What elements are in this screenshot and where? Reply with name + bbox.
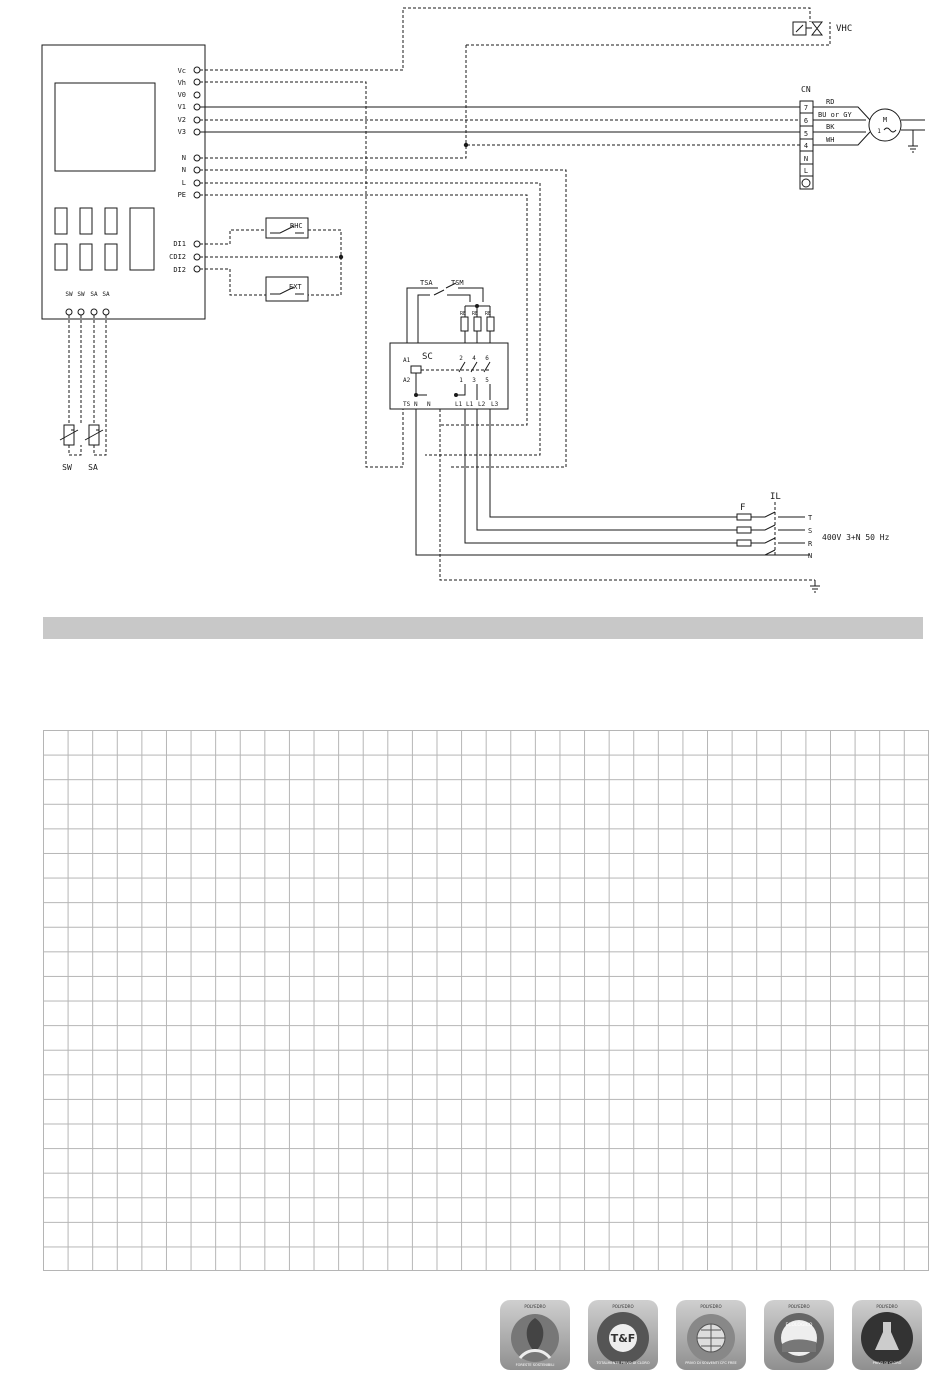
controller-button	[55, 244, 67, 270]
sc-terminal-label: N	[414, 401, 418, 408]
logo-brand: POLYEDRO	[876, 1304, 898, 1309]
terminal-label: N	[181, 166, 186, 174]
vhc-label: VHC	[836, 24, 853, 34]
sensor-sa-label: SA	[88, 463, 98, 472]
sc-pole-label: 4	[472, 355, 476, 362]
logo-text: PRIVO DI SOLVENTI CFC FREE	[685, 1361, 737, 1365]
terminal-label: CDI2	[169, 253, 186, 261]
fuse	[737, 514, 751, 520]
controller-button	[105, 208, 117, 234]
re-label: RE	[484, 311, 492, 317]
sensor-terminal-label: SW	[65, 291, 73, 298]
terminal-label: V0	[177, 91, 186, 99]
terminal-label: V1	[177, 103, 186, 111]
sc-pole-label: 6	[485, 355, 489, 362]
controller-button	[80, 244, 92, 270]
logo-text: TOTALMENTE PRIVO DI CLORO	[596, 1361, 650, 1365]
re-label: RE	[459, 311, 467, 317]
sc-pole-label: 2	[459, 355, 463, 362]
sc-label: SC	[422, 352, 433, 362]
wiring-diagram	[0, 0, 950, 600]
section-bar	[43, 617, 923, 639]
a2-label: A2	[403, 377, 411, 384]
heater-element	[487, 317, 494, 331]
terminal-label: PE	[177, 191, 186, 199]
logo-tcf	[588, 1300, 658, 1370]
svg-text:T&F: T&F	[610, 1332, 636, 1345]
controller-knob-panel	[130, 208, 154, 270]
fuse	[737, 527, 751, 533]
logo-brand: POLYEDRO	[788, 1304, 810, 1309]
landscape-icon	[764, 1300, 834, 1370]
supply-line-label: T	[808, 514, 813, 522]
logo-sustainable-forests	[500, 1300, 570, 1370]
terminal-label: V3	[177, 128, 186, 136]
notes-grid	[43, 730, 929, 1271]
logo-text: ECOLOGICO	[785, 1323, 813, 1328]
flask-icon	[852, 1300, 922, 1370]
motor-phase: 1	[877, 128, 881, 135]
sc-terminal-label: L1	[455, 401, 463, 408]
motor-label: M	[882, 116, 888, 124]
heater-element	[474, 317, 481, 331]
logo-brand: POLYEDRO	[524, 1304, 546, 1309]
controller-button	[55, 208, 67, 234]
wire-color: RD	[826, 98, 835, 106]
fuse-label: F	[740, 503, 746, 513]
cn-terminal: N	[803, 155, 809, 163]
logo-text: FORESTE SOSTENIBILI	[515, 1363, 555, 1367]
terminal-label: N	[181, 154, 186, 162]
supply-label: 400V 3+N 50 Hz	[822, 533, 890, 542]
ext-label: EXT	[289, 283, 302, 291]
wire-color: WH	[826, 136, 835, 144]
sc-pole-label: 3	[472, 377, 476, 384]
a1-label: A1	[403, 357, 411, 364]
cn-terminal: 4	[803, 142, 809, 150]
sc-pole-label: 5	[485, 377, 489, 384]
sc-terminal-label: N	[427, 401, 431, 408]
rhc-label: RHC	[290, 222, 303, 230]
globe-icon	[676, 1300, 746, 1370]
sc-pole-label: 1	[459, 377, 463, 384]
sensor-terminal-label: SW	[77, 291, 85, 298]
sc-terminal-label: L2	[478, 401, 486, 408]
ext-contact	[266, 277, 308, 301]
supply-line-label: S	[808, 527, 813, 535]
terminal-label: DI2	[173, 266, 186, 274]
logo-ecologico	[764, 1300, 834, 1370]
logo-chlorine-free	[852, 1300, 922, 1370]
cn-terminal: 5	[803, 130, 809, 138]
re-label: RE	[471, 311, 479, 317]
logo-brand: POLYEDRO	[612, 1304, 634, 1309]
logo-brand: POLYEDRO	[700, 1304, 722, 1309]
cn-terminal: L	[803, 167, 809, 175]
sensor-sw-label: SW	[62, 463, 72, 472]
controller-button	[80, 208, 92, 234]
ground-icon	[810, 580, 820, 592]
sc-terminal-label: L3	[491, 401, 499, 408]
supply-line-label: N	[808, 552, 813, 560]
motor-icon	[869, 109, 901, 141]
tree-hand-icon	[500, 1300, 570, 1370]
controller-button	[105, 244, 117, 270]
cn-terminal: 6	[803, 117, 809, 125]
sc-terminal-label: L1	[466, 401, 474, 408]
wire-color: BK	[826, 123, 835, 131]
sc-coil	[411, 366, 421, 373]
sc-terminal-label: TS	[403, 401, 411, 408]
tsa-label: TSA	[420, 279, 433, 287]
heater-element	[461, 317, 468, 331]
logo-text: PRIVO DI CLORO	[872, 1361, 902, 1365]
cn-terminal: 7	[803, 104, 809, 112]
supply-line-label: R	[808, 540, 813, 548]
wire-color: BU or GY	[818, 111, 852, 119]
terminal-label: V2	[177, 116, 186, 124]
sensor-terminal-label: SA	[90, 291, 98, 298]
terminal-label: DI1	[173, 240, 186, 248]
controller-display	[55, 83, 155, 171]
logo-cfc-free	[676, 1300, 746, 1370]
cn-label: CN	[801, 85, 811, 94]
fuse	[737, 540, 751, 546]
terminal-label: Vh	[177, 79, 186, 87]
ground-terminal	[802, 179, 810, 187]
tsm-label: TSM	[451, 279, 464, 287]
terminal-label: Vc	[177, 67, 186, 75]
sensor-terminal-label: SA	[102, 291, 110, 298]
terminal-label: L	[181, 179, 186, 187]
il-label: IL	[770, 492, 781, 502]
tcf-icon	[588, 1300, 658, 1370]
